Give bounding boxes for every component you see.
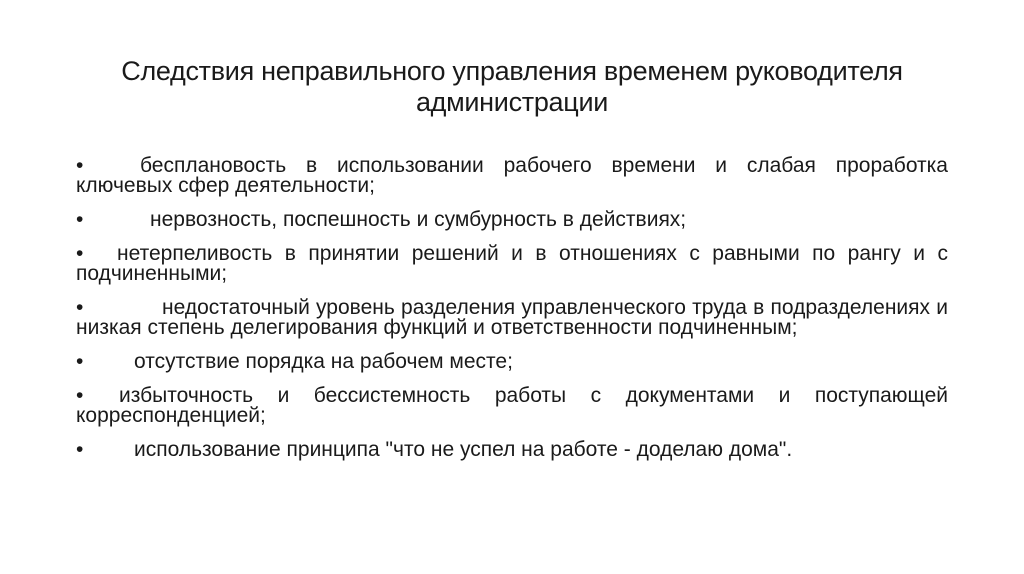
list-item-text: бесплановость в использовании рабочего времени и слабая проработка ключевых сфер деятельности;: [76, 154, 948, 197]
bullet-icon: •: [76, 242, 84, 265]
list-item-text: недостаточный уровень разделения управленческого труда в подразделениях и низкая степень делегирования функций и ответственности подчиненным;: [76, 296, 948, 339]
list-item-text: нетерпеливость в принятии решений и в отношениях с равными по рангу и с подчиненными;: [76, 242, 948, 285]
bullet-list: [76, 156, 948, 474]
list-item: [76, 244, 948, 284]
list-item: [76, 298, 948, 338]
list-item: [76, 386, 948, 426]
bullet-icon: •: [76, 384, 84, 407]
list-item: [76, 440, 948, 460]
list-item-text: отсутствие порядка на рабочем месте;: [134, 350, 513, 373]
list-item-text: использование принципа "что не успел на работе - доделаю дома".: [134, 438, 793, 461]
list-item-text: избыточность и бессистемность работы с документами и поступающей корреспонденцией;: [76, 384, 948, 427]
list-item: [76, 352, 948, 372]
list-item: [76, 156, 948, 196]
list-item: [76, 210, 948, 230]
bullet-icon: •: [76, 154, 84, 177]
slide-title: Следствия неправильного управления временем руководителя администрации: [121, 56, 903, 117]
bullet-icon: •: [76, 438, 84, 461]
bullet-icon: •: [76, 350, 84, 373]
bullet-icon: •: [76, 208, 84, 231]
list-item-text: нервозность, поспешность и сумбурность в действиях;: [150, 208, 687, 231]
bullet-icon: •: [76, 296, 84, 319]
